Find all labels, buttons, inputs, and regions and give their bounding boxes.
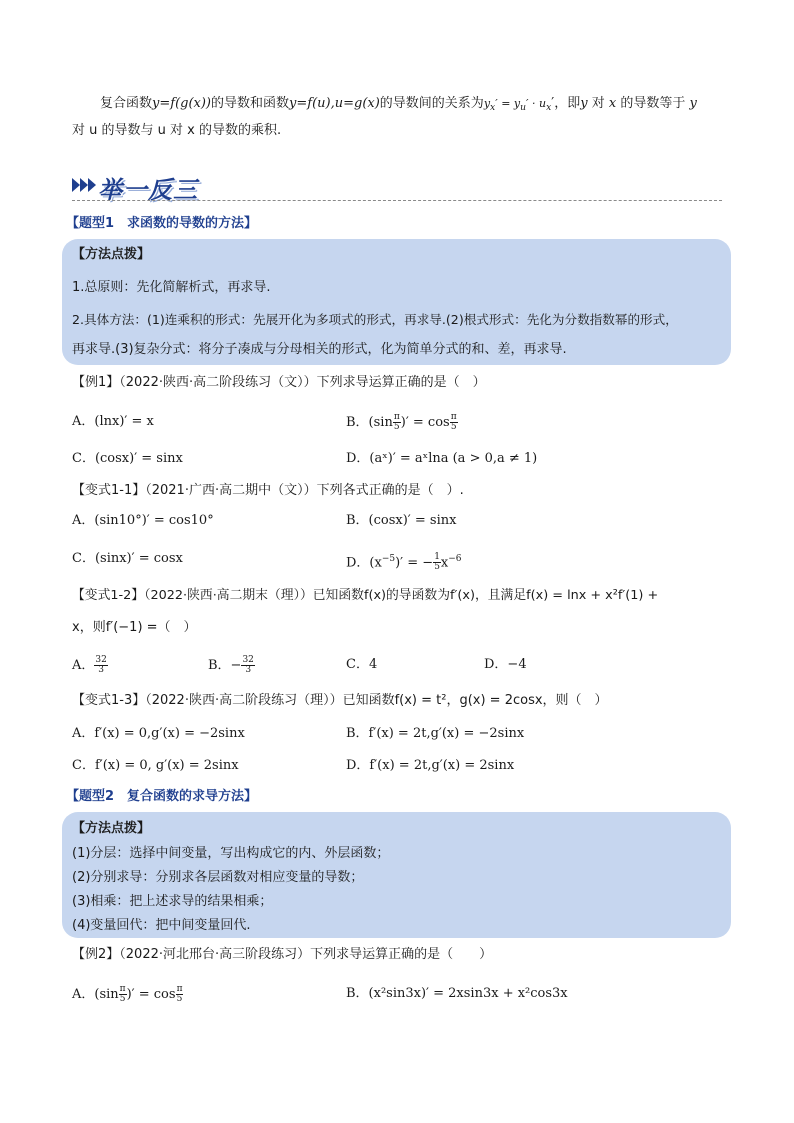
option-text: B．(sin [346, 415, 393, 430]
fraction [176, 985, 184, 1004]
option-text: D．(x [346, 555, 382, 571]
var-y: y [689, 96, 697, 111]
var12-stem-2: x，则f′(−1) =（ ） [72, 620, 197, 635]
fraction-den: 5 [176, 994, 183, 1004]
ex2-option-a[interactable] [72, 985, 183, 1004]
type2-tips-3: (3)相乘：把上述求导的结果相乘； [72, 894, 273, 909]
intro-line-1 [100, 95, 697, 117]
option-text: )′ = cos [400, 415, 450, 430]
option-text: )′ = − [395, 555, 434, 571]
formula-part: ′ · u [526, 97, 547, 110]
fraction-den: 5 [393, 422, 400, 432]
section-banner [72, 170, 202, 204]
fraction-den: 5 [450, 422, 457, 432]
formula-sub: x [490, 102, 496, 114]
intro-text: 的导数和函数 [211, 96, 290, 111]
ex1-stem: 【例1】（2022·陕西·高二阶段练习（文））下列求导运算正确的是（ ） [72, 375, 486, 390]
var11-option-b[interactable]: B．(cosx)′ = sinx [346, 513, 457, 528]
fraction [241, 656, 254, 675]
ex1-option-a[interactable]: A．(lnx)′ = x [72, 414, 154, 429]
type1-tips-3: 再求导.(3)复杂分式：将分子凑成与分母相关的形式，化为简单分式的和、差，再求导. [72, 342, 567, 357]
type1-heading: 【题型1 求函数的导数的方法】 [66, 216, 258, 231]
banner-title: 举一反三 [98, 176, 198, 204]
type2-tips-1: (1)分层：选择中间变量，写出构成它的内、外层函数； [72, 846, 390, 861]
var11-option-a[interactable]: A．(sin10°)′ = cos10° [72, 513, 214, 528]
var12-option-b[interactable] [208, 656, 255, 675]
option-label: A． [72, 658, 95, 673]
var12-option-d[interactable]: D．−4 [484, 657, 527, 672]
fraction [119, 985, 127, 1004]
fraction-num: 1 [434, 552, 440, 563]
ex1-option-c[interactable]: C．(cosx)′ = sinx [72, 451, 183, 466]
intro-text: 的导数间的关系为 [379, 96, 484, 111]
fraction-num: 32 [242, 655, 254, 665]
intro-line-2: 对 u 的导数与 u 对 x 的导数的乘积. [72, 123, 282, 138]
var13-stem: 【变式1-3】（2022·陕西·高二阶段练习（理））已知函数f(x) = t²，g(x) = 2cosx，则（ ） [72, 693, 608, 708]
chevron-icon [80, 178, 88, 192]
var12-option-c[interactable]: C．4 [346, 657, 378, 672]
formula-part: y [483, 97, 491, 110]
fraction-den: 3 [245, 665, 252, 675]
formula-y-f-g-x: y=f(g(x)) [152, 96, 212, 111]
option-text: A．(sin [72, 987, 119, 1002]
formula-sub: u [520, 102, 527, 114]
exponent: −5 [381, 554, 396, 564]
exponent: −6 [448, 554, 462, 564]
var13-option-c[interactable]: C．f′(x) = 0, g′(x) = 2sinx [72, 758, 239, 773]
option-text: )′ = cos [126, 987, 176, 1002]
ex2-stem: 【例2】（2022·河北邢台·高三阶段练习）下列求导运算正确的是（ ） [72, 947, 493, 962]
chevron-icon [88, 178, 96, 192]
fraction-num: π [450, 412, 457, 422]
option-text: x [440, 555, 449, 571]
var-y: y [580, 96, 588, 111]
var11-stem: 【变式1-1】（2021·广西·高二期中（文））下列各式正确的是（ ）. [72, 483, 464, 498]
type1-tips-1: 1.总原则：先化简解析式，再求导. [72, 280, 271, 295]
fraction-num: π [119, 984, 126, 994]
intro-text: 复合函数 [100, 96, 153, 111]
var11-option-d[interactable] [346, 550, 462, 572]
formula-y-f-u: y=f(u),u=g(x) [289, 96, 380, 111]
type2-tips-4: (4)变量回代：把中间变量回代. [72, 918, 251, 933]
fraction-den: 3 [98, 665, 104, 675]
var13-option-b[interactable]: B．f′(x) = 2t,g′(x) = −2sinx [346, 726, 525, 741]
intro-text: 的导数等于 [616, 96, 690, 111]
fraction-den: 5 [434, 562, 440, 573]
type2-tips-title: 【方法点拨】 [72, 821, 151, 836]
var11-option-c[interactable]: C．(sinx)′ = cosx [72, 551, 183, 566]
var12-option-a[interactable] [72, 656, 108, 675]
var13-option-a[interactable]: A．f′(x) = 0,g′(x) = −2sinx [72, 726, 245, 741]
fraction [433, 553, 441, 572]
type1-tips-2: 2.具体方法：(1)连乘积的形式：先展开化为多项式的形式，再求导.(2)根式形式：先化为分数指数幂的形式， [72, 312, 678, 327]
fraction [450, 413, 458, 432]
ex1-option-d[interactable]: D．(aˣ)′ = aˣlna (a > 0,a ≠ 1) [346, 451, 538, 466]
formula-part: ′ = y [495, 97, 521, 110]
fraction-den: 5 [119, 994, 126, 1004]
fraction [393, 413, 401, 432]
formula-sub: x [546, 102, 552, 114]
chevron-icon [72, 178, 80, 192]
type1-tips-title: 【方法点拨】 [72, 247, 151, 262]
fraction-num: π [176, 984, 183, 994]
ex2-option-b[interactable]: B．(x²sin3x)′ = 2xsin3x + x²cos3x [346, 986, 568, 1001]
type2-tips-2: (2)分别求导：分别求各层函数对相应变量的导数； [72, 870, 364, 885]
intro-text: 对 [587, 96, 609, 111]
fraction [94, 656, 107, 675]
fraction-num: π [393, 412, 400, 422]
chain-rule-formula [483, 97, 552, 114]
ex1-option-b[interactable] [346, 413, 458, 432]
var-x: x [608, 96, 617, 111]
intro-text: ′，即 [551, 96, 581, 111]
var12-stem-1: 【变式1-2】（2022·陕西·高二期末（理））已知函数f(x)的导函数为f′(x)，且满足f(x) = lnx + x²f′(1) + [72, 588, 659, 603]
option-label: B．− [208, 658, 242, 673]
type2-heading: 【题型2 复合函数的求导方法】 [66, 789, 258, 804]
fraction-num: 32 [95, 655, 107, 665]
var13-option-d[interactable]: D．f′(x) = 2t,g′(x) = 2sinx [346, 758, 515, 773]
divider [72, 200, 722, 201]
